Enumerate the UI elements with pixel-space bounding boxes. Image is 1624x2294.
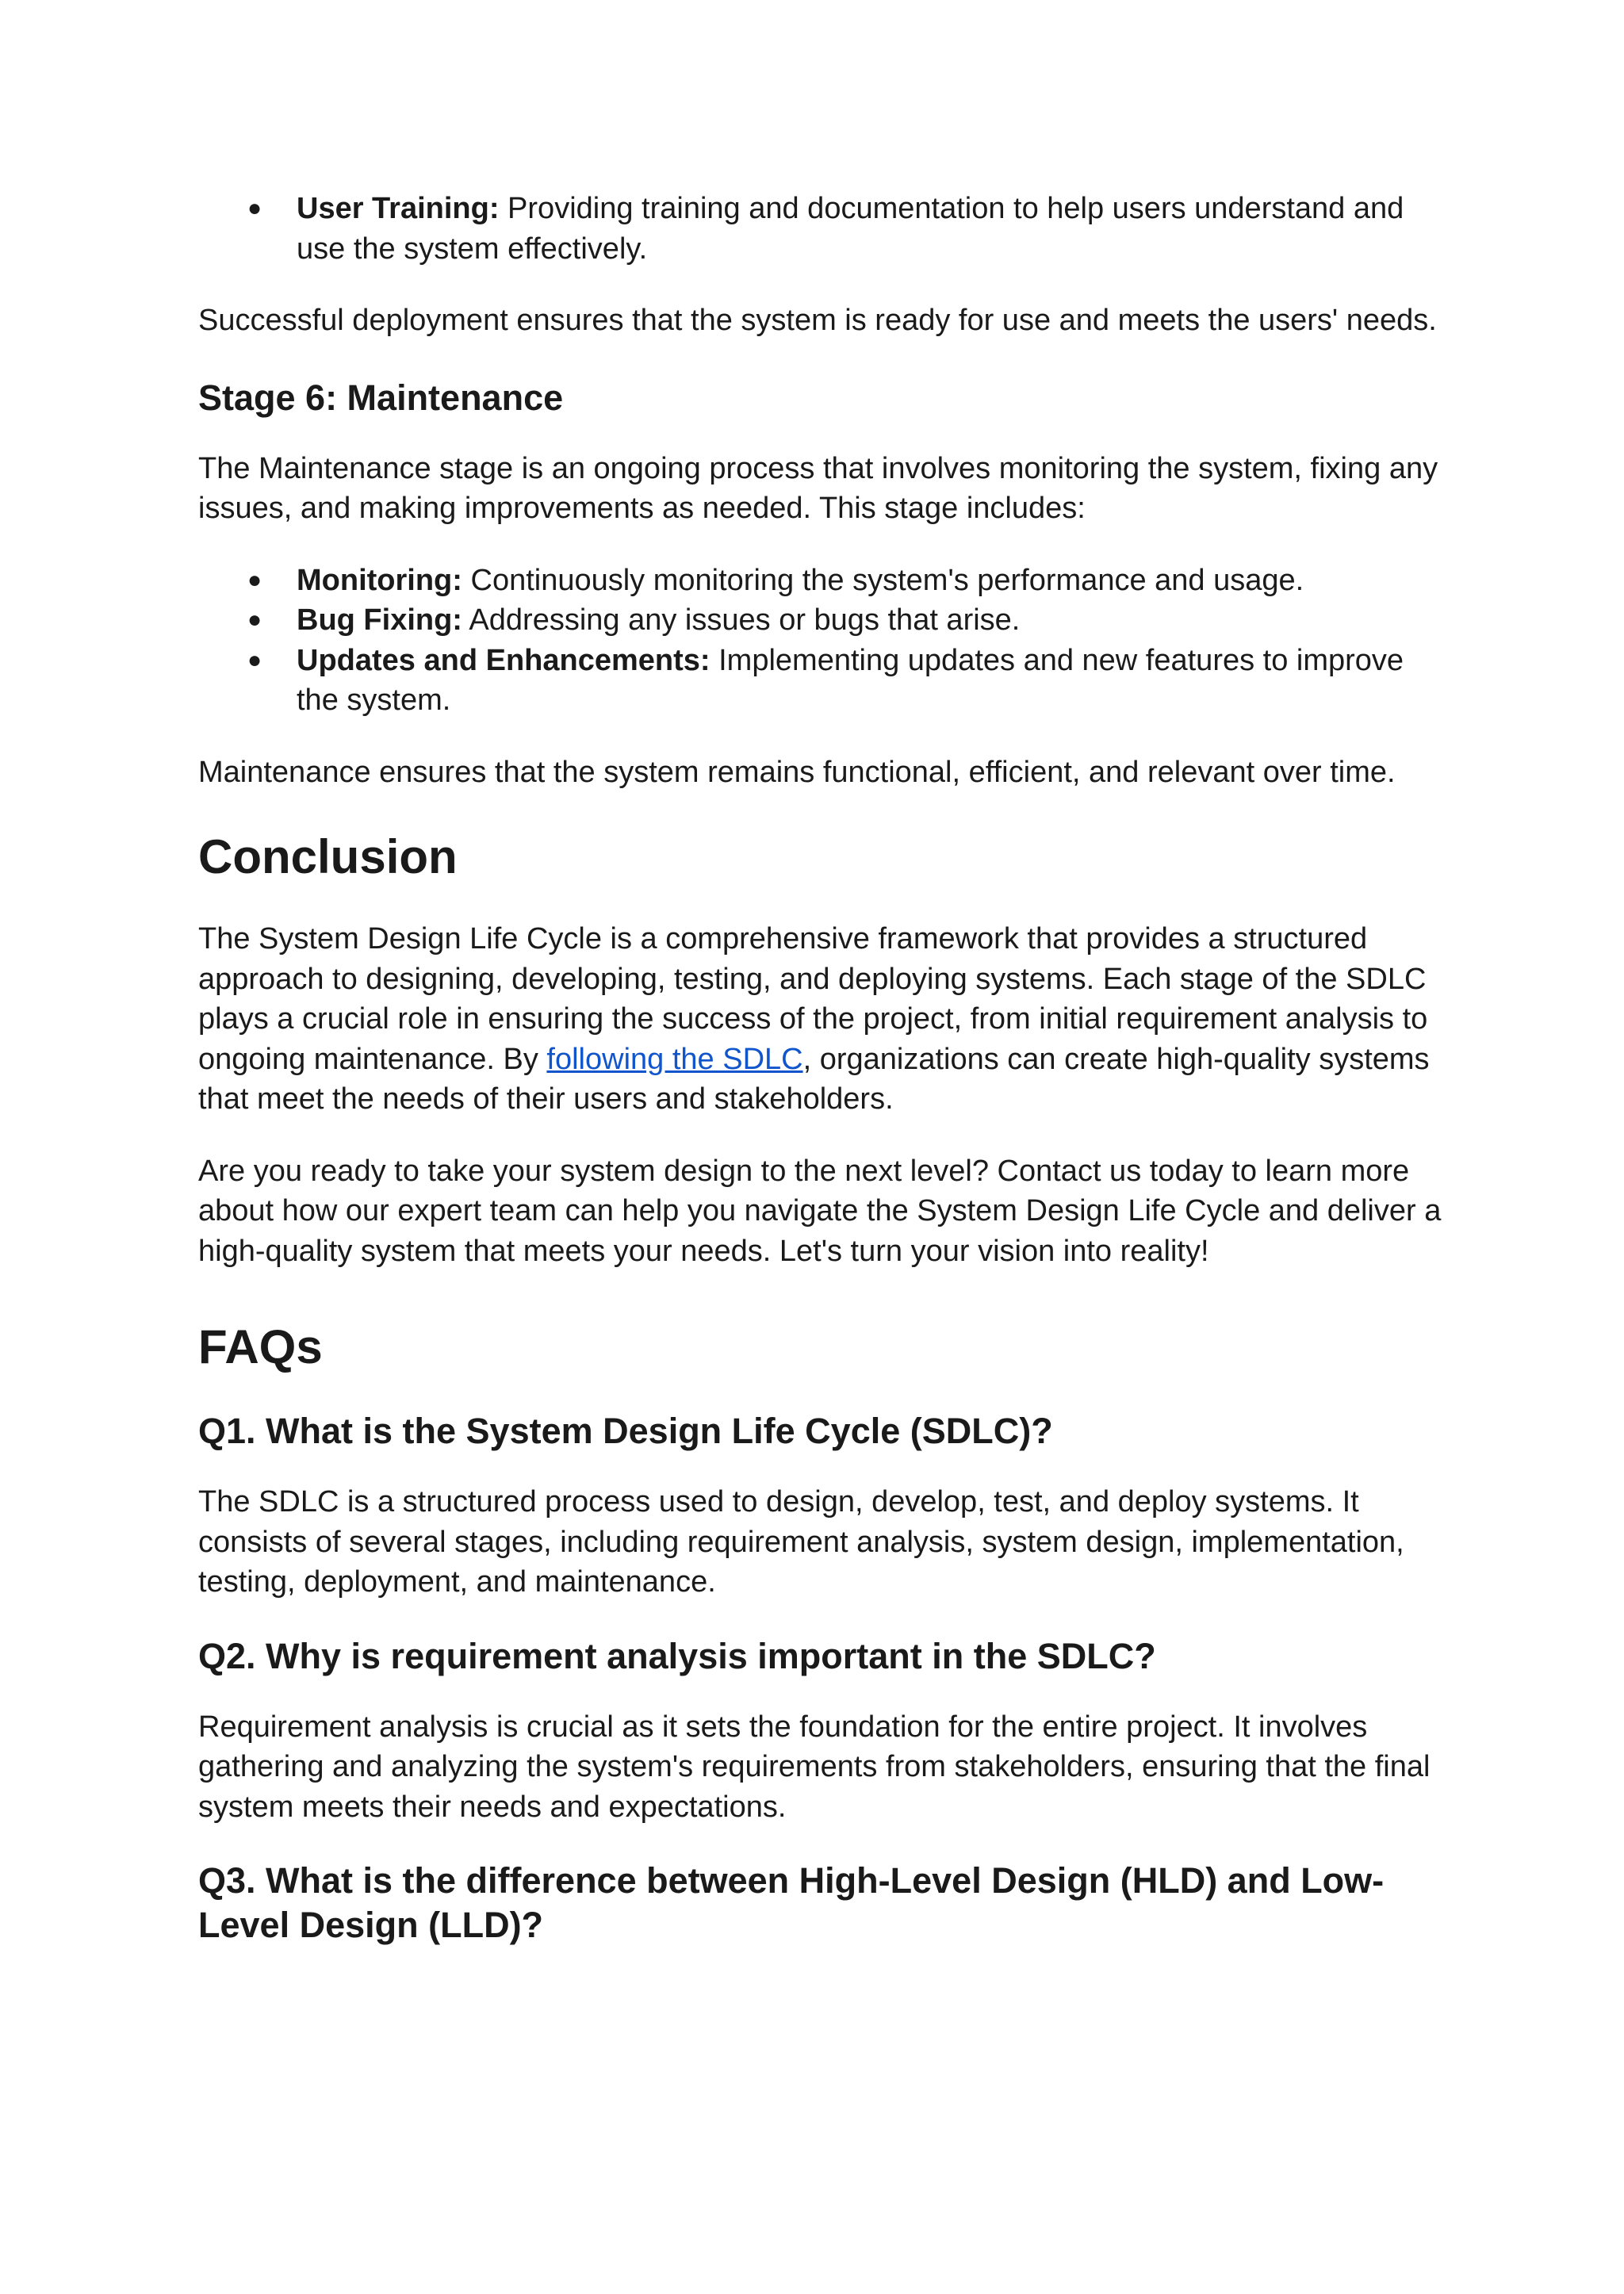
list-item	[198, 561, 1443, 601]
bullet-icon: ●	[247, 607, 262, 633]
list-item-term: Monitoring:	[297, 563, 462, 597]
list-item-text: Addressing any issues or bugs that arise.	[462, 603, 1021, 637]
stage6-heading: Stage 6: Maintenance	[198, 377, 564, 418]
conclusion-paragraph	[198, 919, 1443, 1120]
conclusion-text-start: The System Design Life Cycle is a comprehensive framework that provides a structured approach to designing, developing, testing, and deploying systems. Each stage of the SDLC plays a crucial role in ensuring the success of the project, from initial requirement analysis to ongoing maintenance. By	[198, 922, 1428, 1076]
list-item-term: Bug Fixing:	[297, 603, 462, 637]
deployment-summary: Successful deployment ensures that the system is ready for use and meets the users' needs.	[198, 304, 1437, 337]
document-page	[198, 189, 1443, 1947]
stage6-intro: The Maintenance stage is an ongoing process that involves monitoring the system, fixing any issues, and making improvements as needed. This stage includes:	[198, 451, 1438, 525]
list-item	[198, 641, 1443, 721]
faq-question: Q1. What is the System Design Life Cycle (SDLC)?	[198, 1411, 1053, 1451]
list-item-text: Providing training and documentation to help users understand and use the system effectively.	[297, 192, 1404, 266]
list-item	[198, 189, 1443, 269]
maintenance-list	[198, 561, 1443, 721]
faq-question: Q2. Why is requirement analysis important in the SDLC?	[198, 1635, 1156, 1676]
list-item-text: Continuously monitoring the system's performance and usage.	[462, 563, 1304, 597]
list-item-term: Updates and Enhancements:	[297, 643, 710, 677]
faq-question: Q3. What is the difference between High-Level Design (HLD) and Low-Level Design (LLD)?	[198, 1860, 1385, 1945]
bullet-icon: ●	[247, 195, 262, 221]
following-sdlc-link[interactable]: following the SDLC	[546, 1042, 803, 1076]
faq-answer: The SDLC is a structured process used to design, develop, test, and deploy systems. It consists of several stages, including requirement analysis, system design, implementation, testing, deployment, and maintenance.	[198, 1485, 1404, 1599]
bullet-icon: ●	[247, 566, 262, 593]
list-item-text: Implementing updates and new features to improve the system.	[297, 643, 1404, 717]
faqs-heading: FAQs	[198, 1320, 323, 1373]
faq-answer: Requirement analysis is crucial as it sets the foundation for the entire project. It involves gathering and analyzing the system's requirements from stakeholders, ensuring that the final system meets their needs and expectations.	[198, 1710, 1431, 1824]
conclusion-text-end: , organizations can create high-quality systems that meet the needs of their users and stakeholders.	[198, 1042, 1430, 1116]
stage6-summary: Maintenance ensures that the system remains functional, efficient, and relevant over time.	[198, 755, 1396, 789]
list-item-term: User Training:	[297, 192, 500, 225]
call-to-action-paragraph: Are you ready to take your system design to the next level? Contact us today to learn more about how our expert team can help you navigate the System Design Life Cycle and deliver a high-quality system that meets your needs. Let's turn your vision into reality!	[198, 1154, 1442, 1268]
bullet-icon: ●	[247, 646, 262, 673]
list-item	[198, 600, 1443, 641]
deployment-list	[198, 189, 1443, 269]
conclusion-heading: Conclusion	[198, 830, 458, 883]
